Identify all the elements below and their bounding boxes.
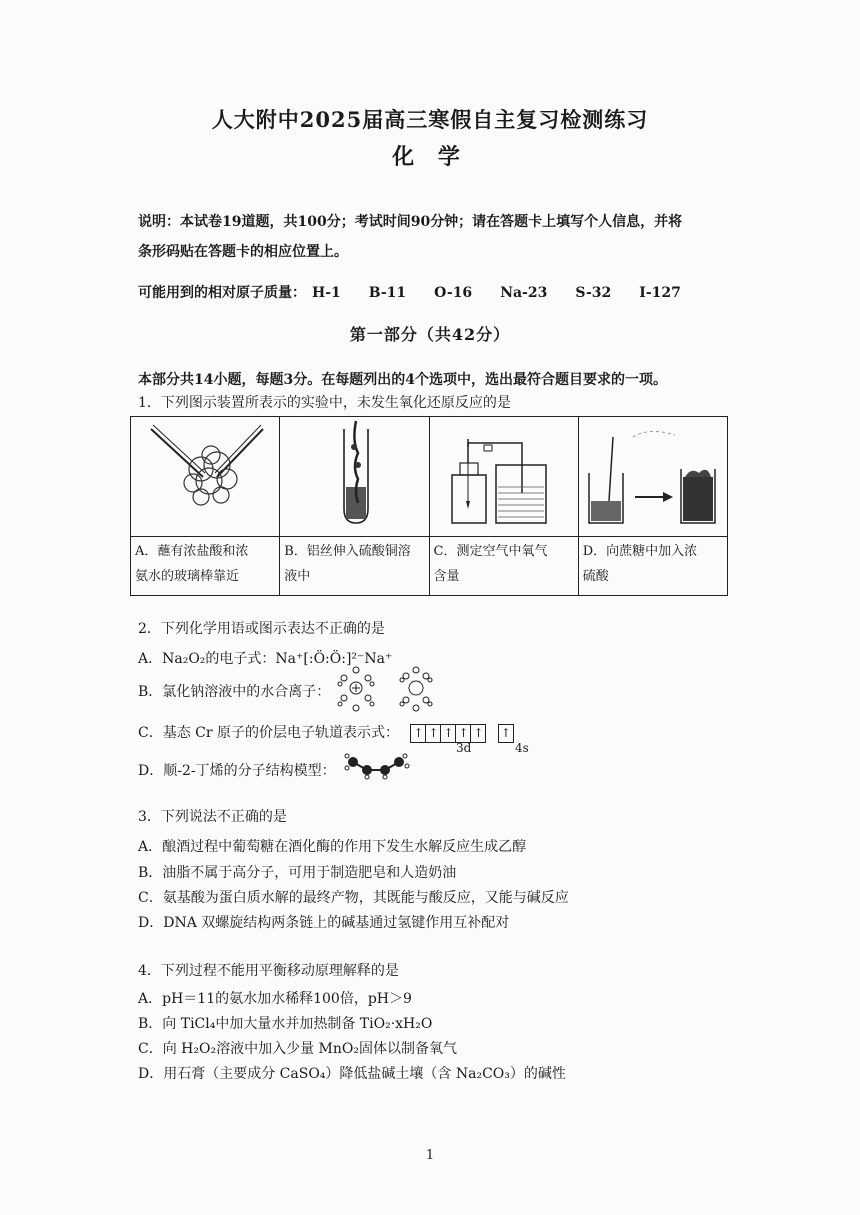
q3-stem: 3．下列说法不正确的是 xyxy=(138,809,287,825)
orbital-box: ↑ xyxy=(455,724,471,743)
mass-item: H-1 xyxy=(312,285,341,301)
mass-item: O-16 xyxy=(434,285,473,301)
hydrated-ions-illustration xyxy=(336,664,446,712)
q2-option-c[interactable] xyxy=(138,722,514,743)
q4-stem: 4．下列过程不能用平衡移动原理解释的是 xyxy=(138,963,399,979)
q2-option-a[interactable]: A．Na₂O₂的电子式：Na⁺[:Ö:Ö:]²⁻Na⁺ xyxy=(138,651,393,667)
q1-table xyxy=(130,416,728,596)
glass-rods-smoke-illustration xyxy=(131,417,279,532)
option-text: D．向蔗糖中加入浓 xyxy=(582,544,698,559)
orbital-3d-boxes xyxy=(411,724,486,743)
q2-option-b[interactable] xyxy=(138,681,330,701)
q3-option-c[interactable]: C．氨基酸为蛋白质水解的最终产物，其既能与酸反应，又能与碱反应 xyxy=(138,890,569,906)
q3-option-d[interactable]: D．DNA 双螺旋结构两条链上的碱基通过氢键作用互补配对 xyxy=(138,915,510,931)
option-text: B．铝丝伸入硫酸铜溶 xyxy=(284,544,411,559)
option-text: 硫酸 xyxy=(582,569,609,584)
q1-image-c xyxy=(429,417,578,537)
subject-title: 化 学 xyxy=(392,144,468,170)
part1-heading: 第一部分（共42分） xyxy=(349,325,511,344)
sucrose-sulfuric-acid-illustration xyxy=(579,417,727,532)
option-text: D．顺-2-丁烯的分子结构模型： xyxy=(138,763,336,779)
q4-option-d[interactable]: D．用石膏（主要成分 CaSO₄）降低盐碱土壤（含 Na₂CO₃）的碱性 xyxy=(138,1066,566,1082)
orbital-label-3d: 3d xyxy=(456,741,472,755)
instructions-line-2: 条形码贴在答题卡的相应位置上。 xyxy=(138,244,348,260)
mass-item: Na-23 xyxy=(500,285,548,301)
q3-option-a[interactable]: A．酿酒过程中葡萄糖在酒化酶的作用下发生水解反应生成乙醇 xyxy=(138,839,527,855)
q1-option-b[interactable] xyxy=(280,537,429,596)
q3-option-b[interactable]: B．油脂不属于高分子，可用于制造肥皂和人造奶油 xyxy=(138,865,457,881)
orbital-4s-box xyxy=(499,724,514,743)
option-text: B．氯化钠溶液中的水合离子： xyxy=(138,684,331,700)
q4-option-b[interactable]: B．向 TiCl₄中加大量水并加热制备 TiO₂·xH₂O xyxy=(138,1016,433,1032)
orbital-box: ↑ xyxy=(470,724,486,743)
q1-image-d xyxy=(578,417,727,537)
q1-option-c[interactable] xyxy=(429,537,578,596)
cis-2-butene-ball-stick-model xyxy=(343,750,413,780)
instructions-line-1: 说明：本试卷19道题，共100分；考试时间90分钟；请在答题卡上填写个人信息，并将 xyxy=(138,214,683,230)
page-number: 1 xyxy=(425,1148,435,1163)
option-text: A．蘸有浓盐酸和浓 xyxy=(135,544,249,559)
atomic-masses-label: 可能用到的相对原子质量： xyxy=(138,285,306,301)
q1-option-d[interactable] xyxy=(578,537,727,596)
q1-image-a xyxy=(131,417,280,537)
part1-intro: 本部分共14小题，每题3分。在每题列出的4个选项中，选出最符合题目要求的一项。 xyxy=(138,372,667,388)
q2-option-d[interactable] xyxy=(138,760,336,780)
q4-option-a[interactable]: A．pH＝11的氨水加水稀释100倍，pH＞9 xyxy=(138,991,412,1007)
mass-item: I-127 xyxy=(639,285,681,301)
option-text: C．基态 Cr 原子的价层电子轨道表示式： xyxy=(138,725,400,741)
q4-option-c[interactable]: C．向 H₂O₂溶液中加入少量 MnO₂固体以制备氧气 xyxy=(138,1041,457,1057)
oxygen-measurement-apparatus-illustration xyxy=(430,417,578,532)
mass-item: S-32 xyxy=(575,285,612,301)
exam-title: 人大附中2025届高三寒假自主复习检测练习 xyxy=(211,107,649,132)
test-tube-aluminum-wire-illustration xyxy=(280,417,430,532)
orbital-box: ↑ xyxy=(440,724,456,743)
q1-option-a[interactable] xyxy=(131,537,280,596)
q1-image-b xyxy=(280,417,429,537)
orbital-box: ↑ xyxy=(425,724,441,743)
mass-item: B-11 xyxy=(368,285,407,301)
orbital-label-4s: 4s xyxy=(515,741,529,755)
option-text: 液中 xyxy=(284,569,311,584)
option-text: 氨水的玻璃棒靠近 xyxy=(135,569,240,584)
q2-stem: 2．下列化学用语或图示表达不正确的是 xyxy=(138,621,385,637)
atomic-masses xyxy=(138,282,709,302)
option-text: C．测定空气中氧气 xyxy=(433,544,548,559)
q1-stem: 1．下列图示装置所表示的实验中，未发生氧化还原反应的是 xyxy=(138,395,511,411)
option-text: 含量 xyxy=(433,569,460,584)
orbital-box: ↑ xyxy=(410,724,426,743)
orbital-box: ↑ xyxy=(498,724,514,743)
